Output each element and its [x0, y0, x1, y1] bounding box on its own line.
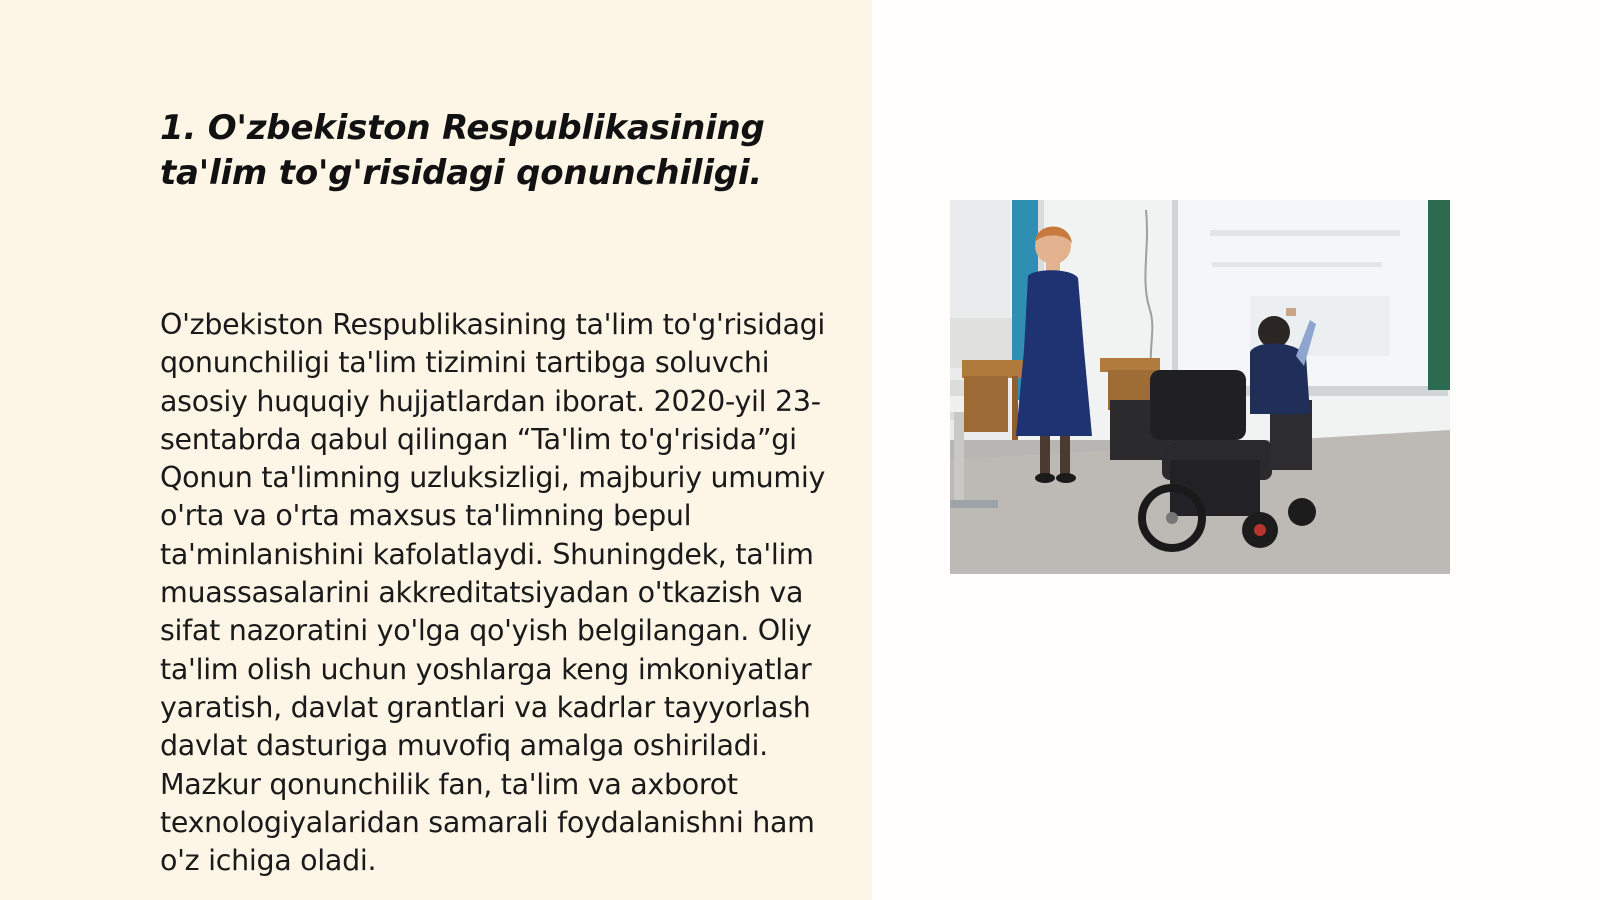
slide-title: 1. O'zbekiston Respublikasining ta'lim to'g'risidagi qonunchiligi. [160, 108, 765, 193]
slide-body-text: O'zbekiston Respublikasining ta'lim to'g'risidagi qonunchiligi ta'lim tizimini tartibga soluvchi asosiy huquqiy hujjatlardan iborat. 2020-yil 23-sentabrda qabul qilingan “Ta'lim to'g'risida”gi Qonun ta'limning uzluksizligi, majburiy umumiy o'rta va o'rta maxsus ta'limning bepul ta'minlanishini kafolatlaydi. Shuningdek, ta'lim muassasalarini akkreditatsiyadan o'tkazish va sifat nazoratini yo'lga qo'yish belgilangan. Oliy ta'lim olish uchun yoshlarga keng imkoniyatlar yaratish, davlat grantlari va kadrlar tayyorlash davlat dasturiga muvofiq amalga oshiriladi. Mazkur qonunchilik fan, ta'lim va axborot texnologiyalaridan samarali foydalanishni ham o'z ichiga oladi. [160, 308, 826, 878]
classroom-photo [950, 200, 1450, 574]
